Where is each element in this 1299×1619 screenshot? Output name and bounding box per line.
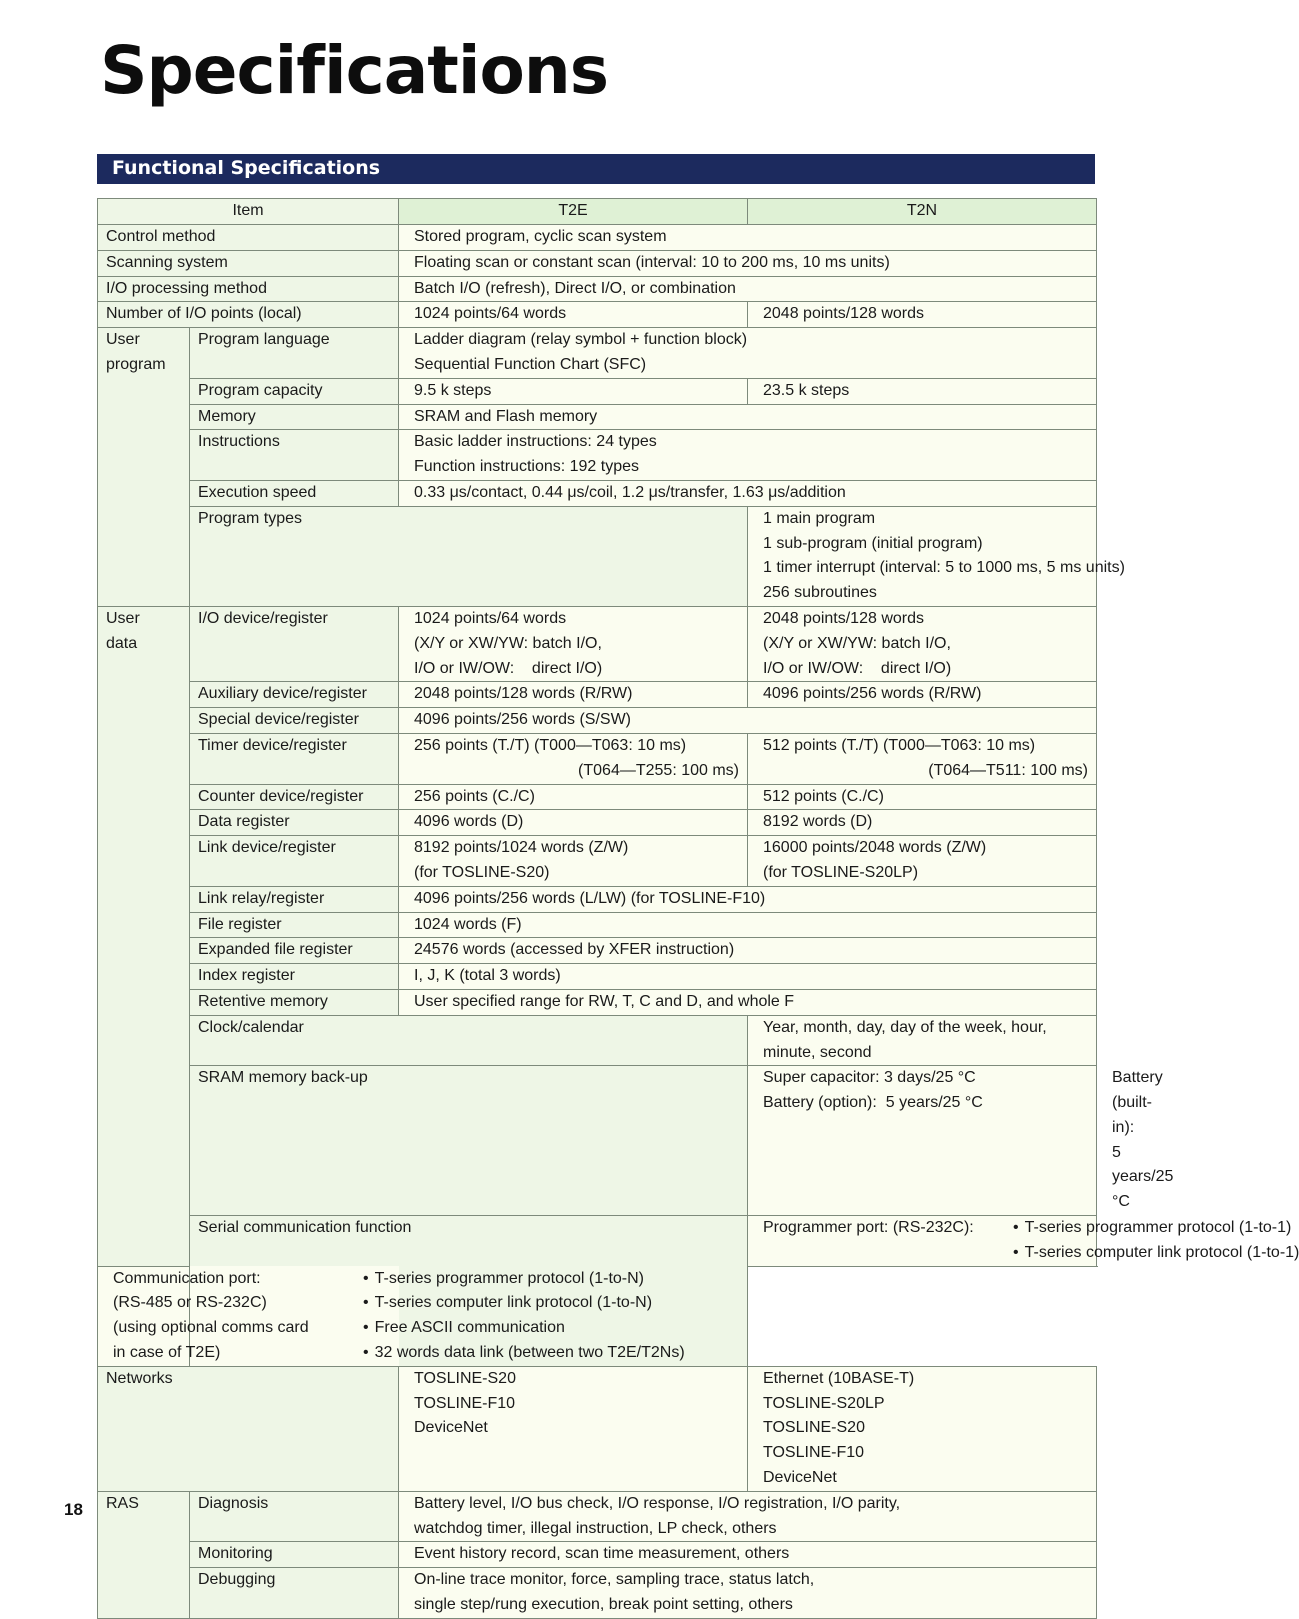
t2n-value: Ethernet (10BASE-T) TOSLINE-S20LP TOSLINE-S20 TOSLINE-F10 DeviceNet xyxy=(748,1366,1097,1491)
row-label: Serial communication function xyxy=(190,1216,748,1367)
table-row xyxy=(98,964,1097,990)
communication-port-label: Communication port: (RS-485 or RS-232C) (using optional comms card in case of T2E) xyxy=(113,1269,309,1362)
table-row xyxy=(98,1366,1097,1491)
t2e-value: 256 points (C./C) xyxy=(399,784,748,810)
row-value: Battery level, I/O bus check, I/O response, I/O registration, I/O parity, watchdog timer, illegal instruction, LP check, others xyxy=(399,1491,1097,1542)
list-item: • 32 words data link (between two T2E/T2Ns) xyxy=(363,1341,685,1366)
row-label: Diagnosis xyxy=(190,1491,399,1542)
table-row xyxy=(98,708,1097,734)
t2n-value: 4096 points/256 words (R/RW) xyxy=(748,682,1097,708)
table-row xyxy=(98,886,1097,912)
t2e-value: 9.5 k steps xyxy=(399,378,748,404)
row-value: Batch I/O (refresh), Direct I/O, or combination xyxy=(399,276,1097,302)
table-row xyxy=(98,328,1097,379)
row-label: File register xyxy=(190,912,399,938)
page-title: Specifications xyxy=(100,32,609,109)
table-row xyxy=(98,1491,1097,1542)
table-row xyxy=(98,225,1097,251)
header-item: Item xyxy=(98,199,399,225)
table-row xyxy=(98,938,1097,964)
table-row xyxy=(98,810,1097,836)
header-t2n: T2N xyxy=(748,199,1097,225)
row-value: 0.33 μs/contact, 0.44 μs/coil, 1.2 μs/transfer, 1.63 μs/addition xyxy=(399,480,1097,506)
table-row xyxy=(98,1568,1097,1619)
row-label: Program language xyxy=(190,328,399,379)
t2e-value: 1024 points/64 words (X/Y or XW/YW: batch I/O, I/O or IW/OW: direct I/O) xyxy=(399,606,748,681)
t2e-value: Super capacitor: 3 days/25 °C Battery (option): 5 years/25 °C xyxy=(748,1066,1097,1216)
row-label: Instructions xyxy=(190,430,399,481)
table-row xyxy=(98,404,1097,430)
t2n-value: 2048 points/128 words xyxy=(748,302,1097,328)
row-label: Number of I/O points (local) xyxy=(98,302,399,328)
group-label-user-program: User program xyxy=(98,328,190,607)
row-value: Floating scan or constant scan (interval: 10 to 200 ms, 10 ms units) xyxy=(399,250,1097,276)
row-value: User specified range for RW, T, C and D, and whole F xyxy=(399,989,1097,1015)
row-label: Link relay/register xyxy=(190,886,399,912)
list-item: • T-series computer link protocol (1-to-N) xyxy=(363,1291,685,1316)
row-value: 4096 points/256 words (L/LW) (for TOSLINE-F10) xyxy=(399,886,1097,912)
programmer-port-label: Programmer port: (RS-232C): xyxy=(763,1219,974,1237)
row-label: Data register xyxy=(190,810,399,836)
row-value: Event history record, scan time measurement, others xyxy=(399,1542,1097,1568)
row-value: On-line trace monitor, force, sampling trace, status latch, single step/rung execution, break point setting, others xyxy=(399,1568,1097,1619)
table-row xyxy=(98,1015,1097,1066)
table-row xyxy=(98,784,1097,810)
t2n-value: 8192 words (D) xyxy=(748,810,1097,836)
t2n-value: 23.5 k steps xyxy=(748,378,1097,404)
t2n-value: 512 points (T./T) (T000—T063: 10 ms) (T064—T511: 100 ms) xyxy=(748,733,1097,784)
row-value: Stored program, cyclic scan system xyxy=(399,225,1097,251)
row-value: 1 main program 1 sub-program (initial program) 1 timer interrupt (interval: 5 to 1000 ms, 5 ms units) 256 subroutines xyxy=(748,506,1097,606)
communication-port-cell xyxy=(98,1266,685,1366)
header-t2e: T2E xyxy=(399,199,748,225)
table-row xyxy=(98,836,1097,887)
row-label: Execution speed xyxy=(190,480,399,506)
page-number: 18 xyxy=(64,1500,83,1519)
table-row xyxy=(98,480,1097,506)
table-row xyxy=(98,378,1097,404)
table-row xyxy=(98,682,1097,708)
table-row xyxy=(98,1266,1097,1366)
row-label: Clock/calendar xyxy=(190,1015,748,1066)
functional-specifications-table xyxy=(97,198,1299,1619)
table-row xyxy=(98,430,1097,481)
t2e-value: 256 points (T./T) (T000—T063: 10 ms) (T064—T255: 100 ms) xyxy=(399,733,748,784)
table-row xyxy=(98,302,1097,328)
table-row xyxy=(98,1216,1097,1267)
row-value: Basic ladder instructions: 24 types Function instructions: 192 types xyxy=(399,430,1097,481)
row-label: Counter device/register xyxy=(190,784,399,810)
row-label: Index register xyxy=(190,964,399,990)
row-value: I, J, K (total 3 words) xyxy=(399,964,1097,990)
row-label: Special device/register xyxy=(190,708,399,734)
section-header: Functional Specifications xyxy=(97,154,1095,184)
row-value: 4096 points/256 words (S/SW) xyxy=(399,708,1097,734)
row-label: I/O processing method xyxy=(98,276,399,302)
row-label: Timer device/register xyxy=(190,733,399,784)
row-label: Debugging xyxy=(190,1568,399,1619)
t2e-value: 4096 words (D) xyxy=(399,810,748,836)
table-row xyxy=(98,1542,1097,1568)
list-item: • Free ASCII communication xyxy=(363,1316,685,1341)
table-row xyxy=(98,506,1097,606)
table-row xyxy=(98,733,1097,784)
table-row xyxy=(98,250,1097,276)
list-item: • T-series programmer protocol (1-to-1) xyxy=(1013,1216,1299,1241)
row-label: Program types xyxy=(190,506,748,606)
list-item: • T-series computer link protocol (1-to-1) xyxy=(1013,1241,1299,1266)
row-value: 24576 words (accessed by XFER instruction) xyxy=(399,938,1097,964)
table-row: SRAM memory back-up Super capacitor: 3 days/25 °C Battery (option): 5 years/25 °C Battery (built-in): 5 years/25 °C xyxy=(98,1066,1097,1216)
t2e-value: 2048 points/128 words (R/RW) xyxy=(399,682,748,708)
table-header-row xyxy=(98,199,1097,225)
group-label-ras: RAS xyxy=(98,1491,190,1618)
row-value: 1024 words (F) xyxy=(399,912,1097,938)
row-label: I/O device/register xyxy=(190,606,399,681)
t2n-value: 512 points (C./C) xyxy=(748,784,1097,810)
table-row xyxy=(98,606,1097,681)
table-row xyxy=(98,276,1097,302)
row-label: Monitoring xyxy=(190,1542,399,1568)
table-row xyxy=(98,989,1097,1015)
row-label: Networks xyxy=(98,1366,399,1491)
row-value: SRAM and Flash memory xyxy=(399,404,1097,430)
row-label: Memory xyxy=(190,404,399,430)
row-value: Ladder diagram (relay symbol + function block) Sequential Function Chart (SFC) xyxy=(399,328,1097,379)
row-label: SRAM memory back-up xyxy=(190,1066,748,1216)
t2e-value: TOSLINE-S20 TOSLINE-F10 DeviceNet xyxy=(399,1366,748,1491)
t2n-value: 2048 points/128 words (X/Y or XW/YW: batch I/O, I/O or IW/OW: direct I/O) xyxy=(748,606,1097,681)
t2n-value: 16000 points/2048 words (Z/W) (for TOSLINE-S20LP) xyxy=(748,836,1097,887)
row-label: Auxiliary device/register xyxy=(190,682,399,708)
row-label: Expanded file register xyxy=(190,938,399,964)
row-label: Scanning system xyxy=(98,250,399,276)
list-item: • T-series programmer protocol (1-to-N) xyxy=(363,1267,685,1292)
row-value: Year, month, day, day of the week, hour, minute, second xyxy=(748,1015,1097,1066)
row-label: Retentive memory xyxy=(190,989,399,1015)
group-label-user-data: User data xyxy=(98,606,190,1266)
row-label: Control method xyxy=(98,225,399,251)
row-label: Program capacity xyxy=(190,378,399,404)
t2e-value: 8192 points/1024 words (Z/W) (for TOSLINE-S20) xyxy=(399,836,748,887)
programmer-port-cell xyxy=(748,1216,1299,1267)
table-row xyxy=(98,912,1097,938)
row-label: Link device/register xyxy=(190,836,399,887)
t2e-value: 1024 points/64 words xyxy=(399,302,748,328)
